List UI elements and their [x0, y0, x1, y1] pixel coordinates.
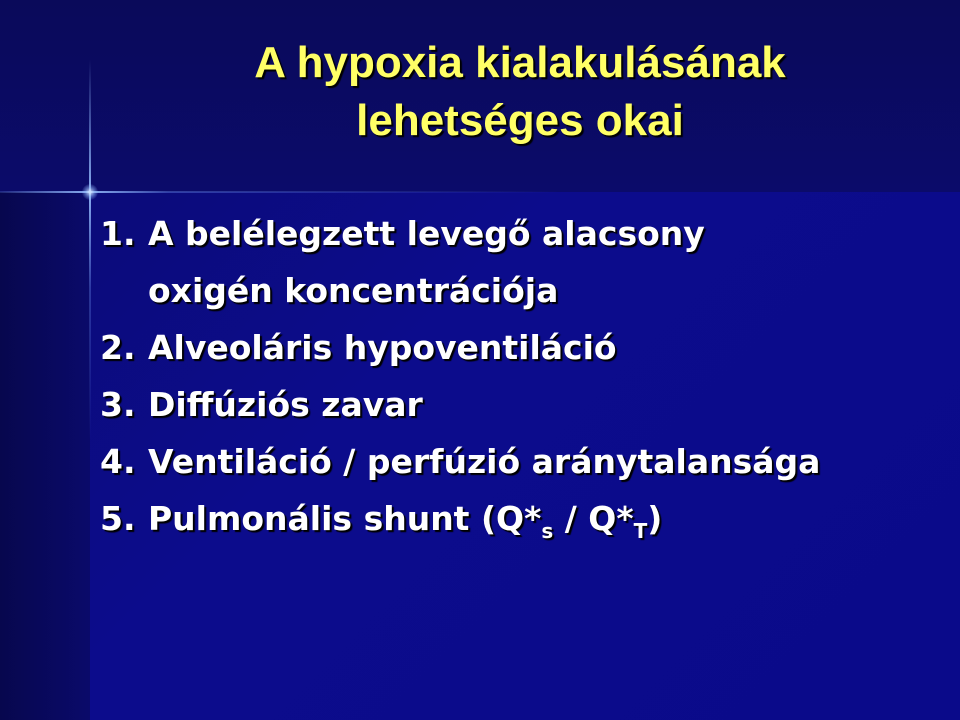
- slide-title: [120, 34, 920, 150]
- list-item: [100, 442, 950, 482]
- item-number: 4.: [100, 442, 136, 481]
- list-item: [100, 328, 950, 368]
- glow-line-vertical: [89, 60, 91, 440]
- item-number: 3.: [100, 385, 136, 424]
- list-item: [100, 214, 950, 311]
- item-text: Alveoláris hypoventiláció: [148, 328, 617, 367]
- item-text-part: / Q*: [553, 499, 634, 538]
- item-text-part: Pulmonális shunt (Q*: [148, 499, 542, 538]
- left-band: [0, 192, 90, 720]
- list-item: [100, 385, 950, 425]
- item-number: 5.: [100, 499, 136, 538]
- glow-star-icon: [82, 184, 98, 200]
- item-number: 2.: [100, 328, 136, 367]
- item-text-part: ): [647, 499, 663, 538]
- title-line-1: A hypoxia kialakulásának: [254, 38, 786, 87]
- title-line-2: lehetséges okai: [356, 96, 684, 145]
- item-text: Ventiláció / perfúzió aránytalansága: [148, 442, 821, 481]
- list-item: [100, 499, 950, 543]
- subscript-t: T: [633, 519, 648, 543]
- cause-list: [100, 214, 950, 556]
- item-text: Diffúziós zavar: [148, 385, 423, 424]
- subscript-s: s: [541, 519, 554, 543]
- item-number: 1.: [100, 214, 136, 253]
- item-text-line-2: oxigén koncentrációja: [148, 271, 559, 310]
- item-text-line-1: A belélegzett levegő alacsony: [148, 214, 705, 253]
